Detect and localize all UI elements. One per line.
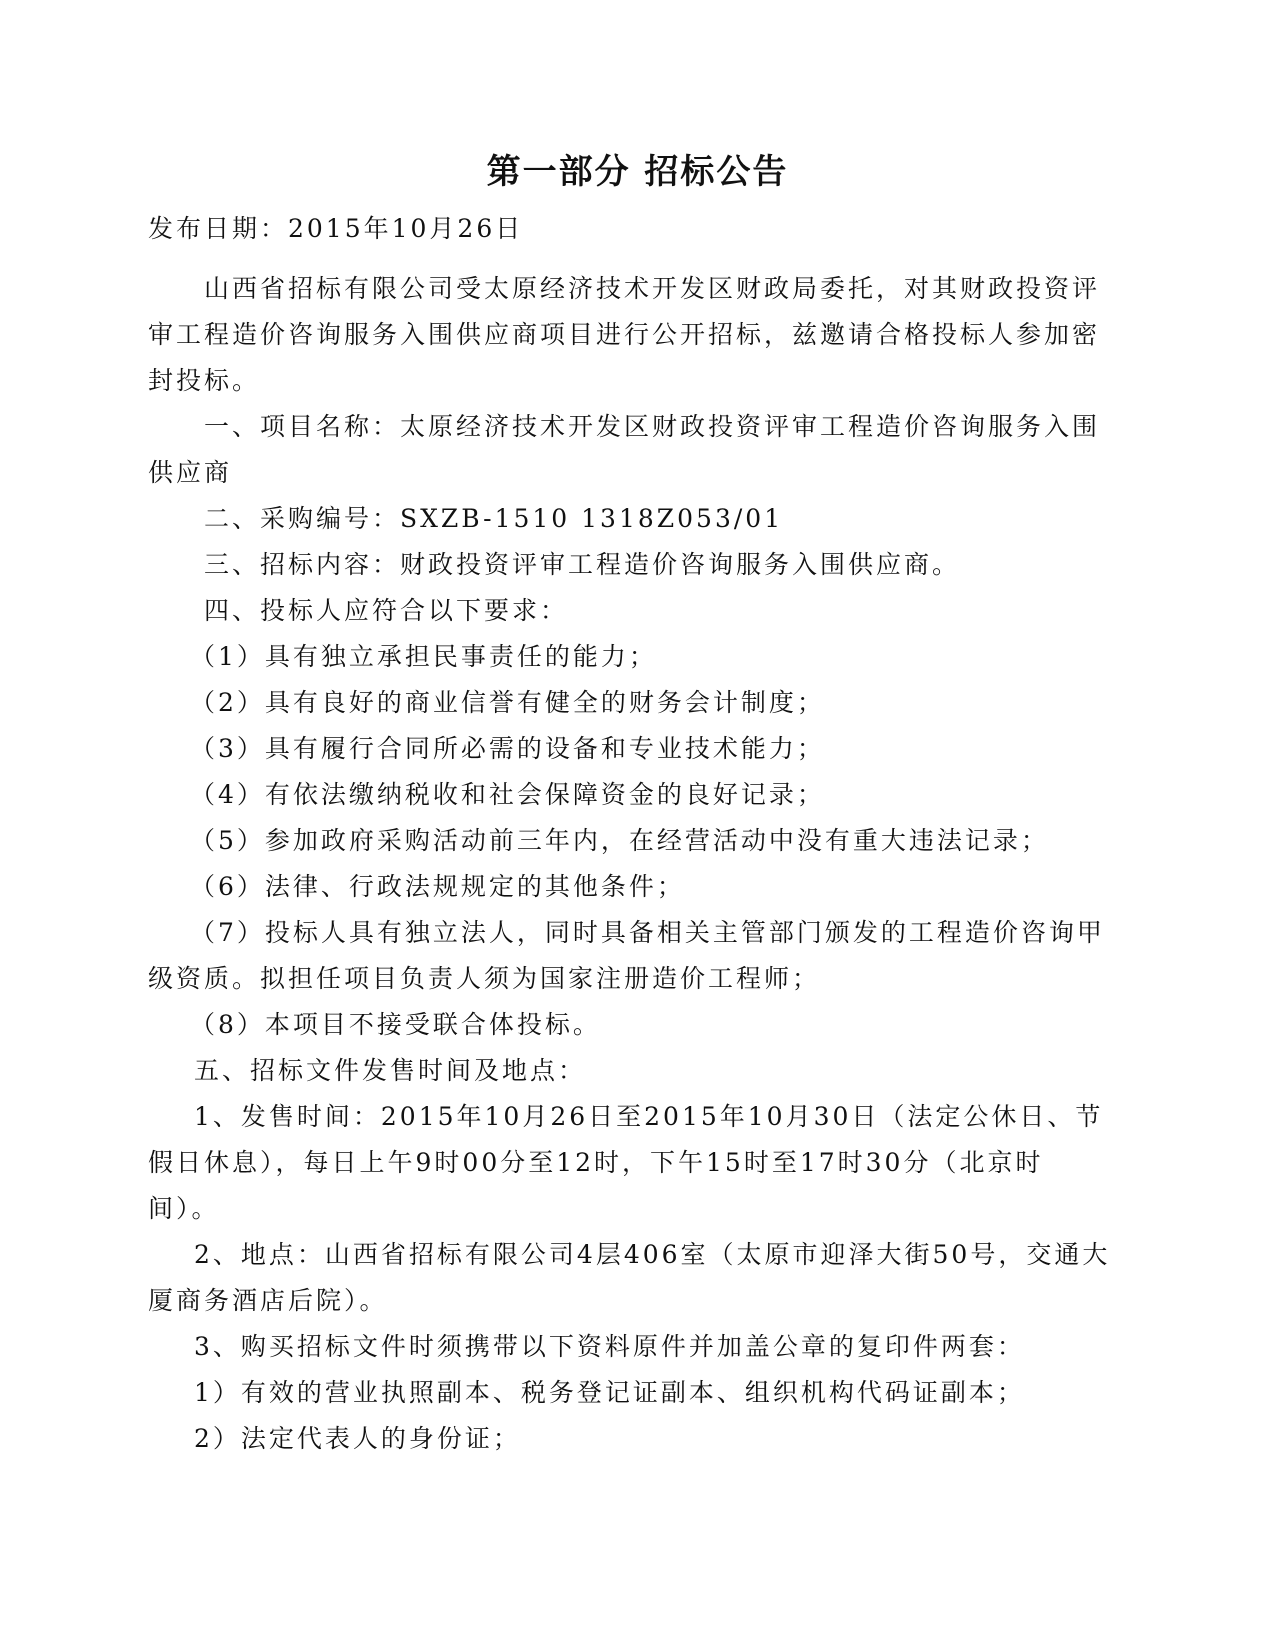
material-item: 1）有效的营业执照副本、税务登记证副本、组织机构代码证副本； — [194, 1378, 1025, 1407]
sale-location-paragraph: 2、地点：山西省招标有限公司4层406室（太原市迎泽大街50号，交通大厦商务酒店后院）。 — [148, 1240, 1111, 1315]
requirement-item: （5）参加政府采购活动前三年内，在经营活动中没有重大违法记录； — [190, 826, 1049, 855]
section-requirements: 四、投标人应符合以下要求： — [204, 596, 569, 625]
publish-date: 发布日期：2015年10月26日 — [148, 214, 524, 243]
requirement-item: （3）具有履行合同所必需的设备和专业技术能力； — [190, 734, 825, 763]
required-materials-paragraph: 3、购买招标文件时须携带以下资料原件并加盖公章的复印件两套： — [194, 1332, 1025, 1361]
requirement-item: （1）具有独立承担民事责任的能力； — [190, 642, 657, 671]
section-project-name: 一、项目名称：太原经济技术开发区财政投资评审工程造价咨询服务入围供应商 — [148, 412, 1101, 487]
material-item: 2）法定代表人的身份证； — [194, 1424, 521, 1453]
requirement-item: （4）有依法缴纳税收和社会保障资金的良好记录； — [190, 780, 825, 809]
section-procurement-number: 二、采购编号：SXZB-1510 1318Z053/01 — [204, 504, 784, 533]
section-tender-content: 三、招标内容：财政投资评审工程造价咨询服务入围供应商。 — [204, 550, 961, 579]
requirement-item: （6）法律、行政法规规定的其他条件； — [190, 872, 685, 901]
requirement-item: （7）投标人具有独立法人，同时具备相关主管部门颁发的工程造价咨询甲级资质。拟担任项目负责人须为国家注册造价工程师； — [148, 918, 1105, 993]
document-body — [148, 206, 1113, 1462]
requirement-item: （8）本项目不接受联合体投标。 — [190, 1010, 601, 1039]
intro-paragraph: 山西省招标有限公司受太原经济技术开发区财政局委托，对其财政投资评审工程造价咨询服务入围供应商项目进行公开招标，兹邀请合格投标人参加密封投标。 — [148, 274, 1101, 395]
section-sale-time-place: 五、招标文件发售时间及地点： — [194, 1056, 587, 1085]
requirement-item: （2）具有良好的商业信誉有健全的财务会计制度； — [190, 688, 825, 717]
sale-time-paragraph: 1、发售时间：2015年10月26日至2015年10月30日（法定公休日、节假日休息），每日上午9时00分至12时，下午15时至17时30分（北京时间）。 — [148, 1102, 1104, 1223]
document-title: 第一部分 招标公告 — [486, 152, 789, 192]
